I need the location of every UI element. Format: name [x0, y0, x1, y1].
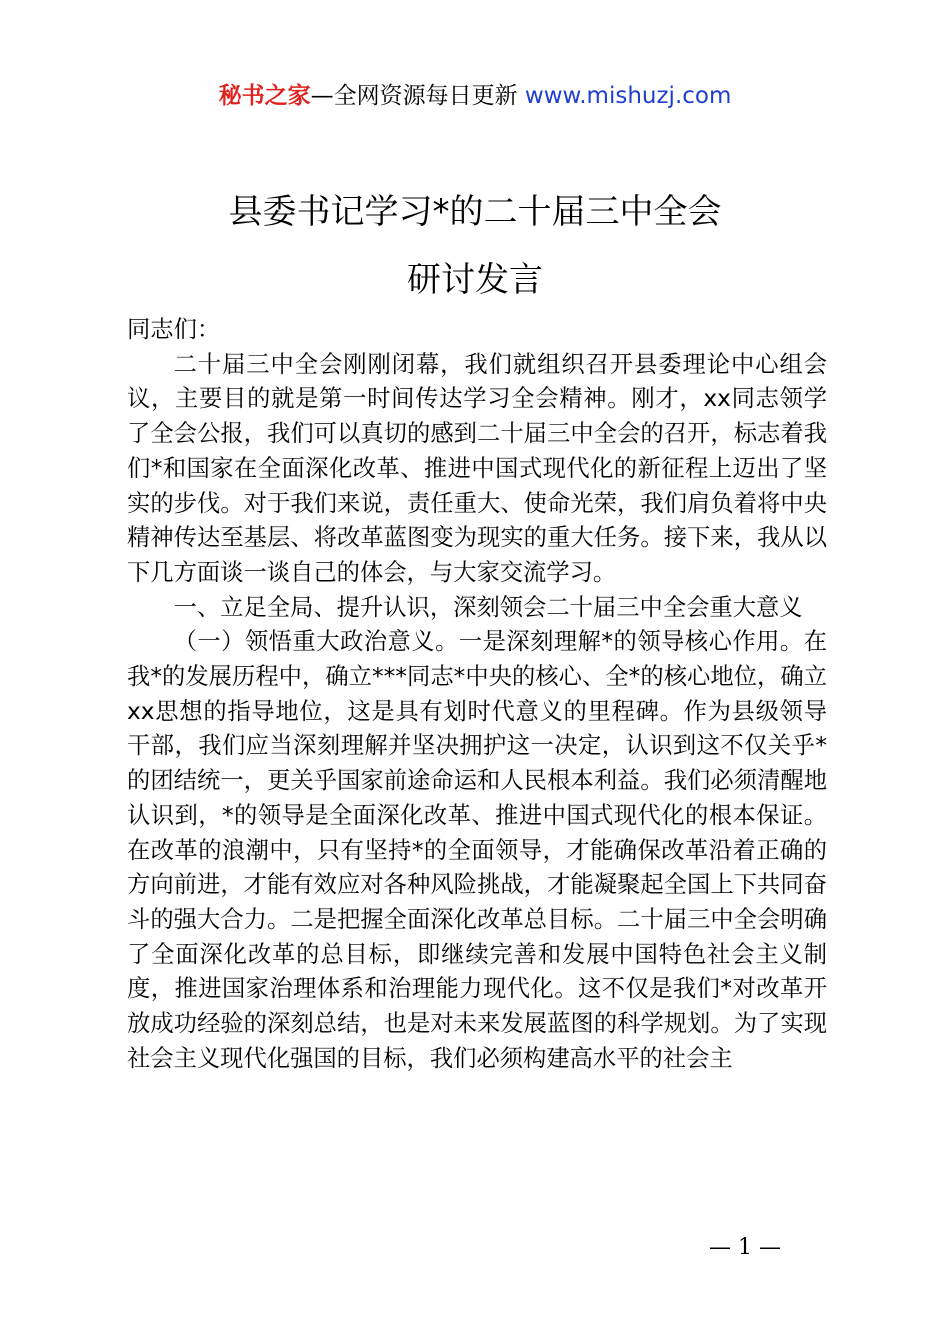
document-body [127, 313, 827, 1076]
site-header [0, 80, 950, 112]
header-tagline: —全网资源每日更新 [310, 83, 525, 109]
brand-name: 秘书之家 [218, 83, 311, 109]
document-title: 县委书记学习*的二十届三中全会 [228, 192, 722, 232]
salutation: 同志们： [127, 316, 221, 343]
subsection-paragraph: （一）领悟重大政治意义。一是深刻理解*的领导核心作用。在我*的发展历程中，确立***同志*中央的核心、全*的核心地位，确立xx思想的指导地位，这是具有划时代意义的里程碑。作为县级领导干部，我们应当深刻理解并坚决拥护这一决定，认识到这不仅关乎*的团结统一，更关乎国家前途命运和人民根本利益。我们必须清醒地认识到，*的领导是全面深化改革、推进中国式现代化的根本保证。在改革的浪潮中，只有坚持*的全面领导，才能确保改革沿着正确的方向前进，才能有效应对各种风险挑战，才能凝聚起全国上下共同奋斗的强大合力。二是把握全面深化改革总目标。二十届三中全会明确了全面深化改革的总目标，即继续完善和发展中国特色社会主义制度，推进国家治理体系和治理能力现代化。这不仅是我们*对改革开放成功经验的深刻总结，也是对未来发展蓝图的科学规划。为了实现社会主义现代化强国的目标，我们必须构建高水平的社会主 [127, 628, 827, 1072]
intro-paragraph: 二十届三中全会刚刚闭幕，我们就组织召开县委理论中心组会议，主要目的就是第一时间传达学习全会精神。刚才，xx同志领学了全会公报，我们可以真切的感到二十届三中全会的召开，标志着我们*和国家在全面深化改革、推进中国式现代化的新征程上迈出了坚实的步伐。对于我们来说，责任重大、使命光荣，我们肩负着将中央精神传达至基层、将改革蓝图变为现实的重大任务。接下来，我从以下几方面谈一谈自己的体会，与大家交流学习。 [127, 350, 827, 586]
section-heading: 一、立足全局、提升认识，深刻领会二十届三中全会重大意义 [173, 593, 803, 621]
page-number: — 1 — [709, 1235, 781, 1260]
document-subtitle: 研讨发言 [407, 260, 543, 300]
header-url-link[interactable]: www.mishuzj.com [524, 83, 732, 109]
